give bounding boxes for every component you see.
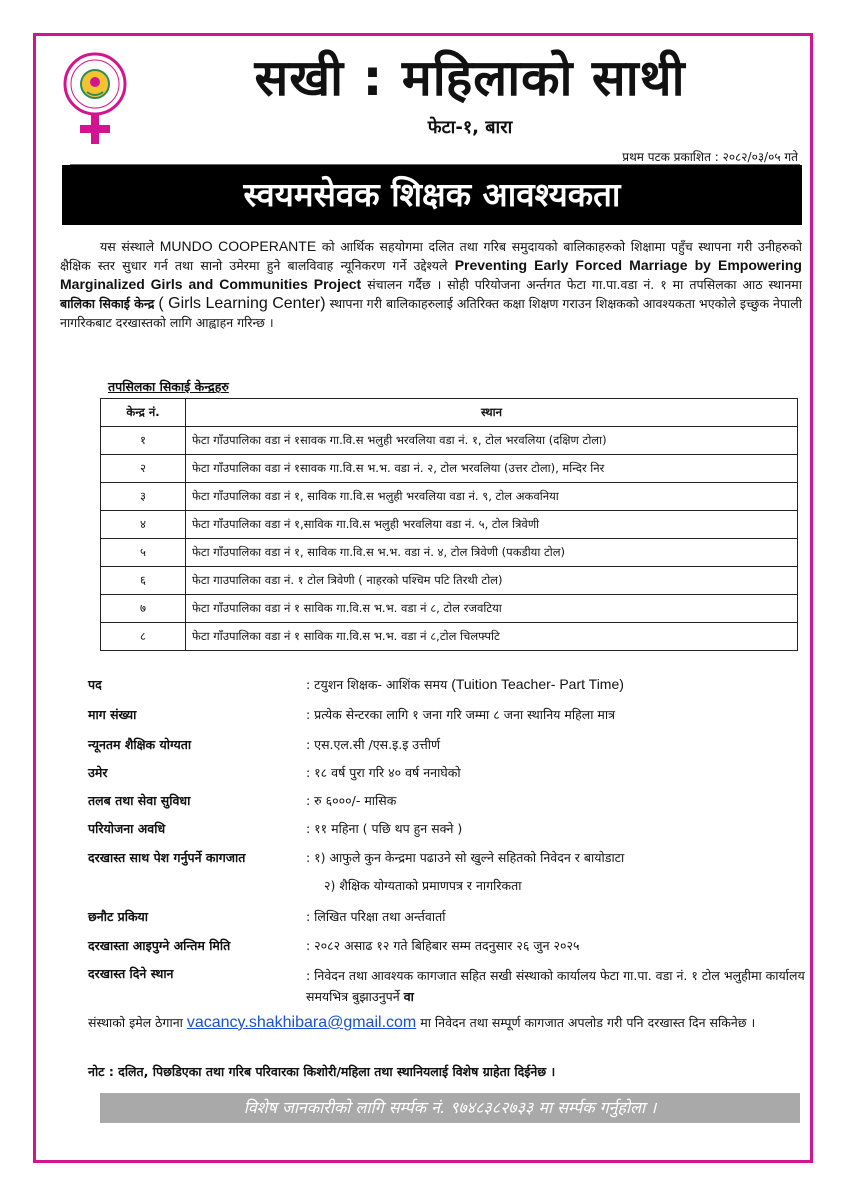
- table-row: [101, 427, 798, 455]
- documents-value-1: : १) आफुले कुन केन्द्रमा पढाउने सो खुल्ने सहितको निवेदन र बायोडाटा: [306, 850, 625, 865]
- org-address: फेटा-१, बारा: [427, 117, 513, 138]
- table-row: [101, 483, 798, 511]
- table-row: [101, 455, 798, 483]
- center-location: फेटा गाँउपालिका वडा नं १सावक गा.वि.स भलुही भरवलिया वडा नं. १, टोल भरवलिया (दक्षिण टोला): [186, 427, 798, 455]
- intro-text-3: संचालन गर्दैछ । सोही परियोजना अर्न्तगत फेटा गा.पा.वडा नं. १ मा तपसिलका आठ स्थानमा: [367, 277, 802, 292]
- duration-label: परियोजना अवधि: [88, 821, 166, 836]
- place-label: दरखास्त दिने स्थान: [88, 966, 174, 981]
- post-value-np: : टयुशन शिक्षक- आशिंक समय: [306, 677, 448, 692]
- age-value: : १८ वर्ष पुरा गरि ४० वर्ष ननाघेको: [306, 765, 461, 780]
- place-value-or: वा: [403, 989, 414, 1004]
- table-row: [101, 567, 798, 595]
- duration-value: : ११ महिना ( पछि थप हुन सक्ने ): [306, 821, 463, 836]
- intro-text-1: यस संस्थाले: [100, 239, 155, 254]
- centers-table: [100, 398, 798, 651]
- center-location: फेटा गाँउपालिका वडा नं १, साविक गा.वि.स भलुही भरवलिया वडा नं. ९, टोल अकवनिया: [186, 483, 798, 511]
- salary-value: : रु ६०००/- मासिक: [306, 793, 397, 808]
- center-location: फेटा गाँउपालिका वडा नं १ साविक गा.वि.स भ.भ. वडा नं ८, टोल रजवटिया: [186, 595, 798, 623]
- published-date: प्रथम पटक प्रकाशित : २०८२/०३/०५ गते: [622, 150, 798, 164]
- table-row: [101, 539, 798, 567]
- email-paragraph: [88, 1012, 803, 1034]
- post-value-en: (Tuition Teacher- Part Time): [451, 676, 624, 692]
- contact-bar: विशेष जानकारीको लागि सर्म्पक नं. ९७४८३८२७३३ मा सर्म्पक गर्नुहोला ।: [100, 1093, 800, 1123]
- post-value: [306, 676, 806, 693]
- center-location: फेटा गाँउपालिका वडा नं १सावक गा.वि.स भ.भ. वडा नं. २, टोल भरवलिया (उत्तर टोला), मन्दिर निर: [186, 455, 798, 483]
- selection-label: छनौट प्रकिया: [88, 909, 149, 924]
- center-name-en: ( Girls Learning Center): [158, 295, 326, 312]
- deadline-value: : २०८२ असाढ १२ गते बिहिबार सम्म तदनुसार २६ जुन २०२५: [306, 938, 580, 953]
- demand-value: : प्रत्येक सेन्टरका लागि १ जना गरि जम्मा ८ जना स्थानिय महिला मात्र: [306, 707, 616, 722]
- table-row: [101, 595, 798, 623]
- intro-paragraph: [60, 237, 802, 332]
- email-prefix: संस्थाको इमेल ठेगाना: [88, 1015, 183, 1030]
- intro-text-4: स्थापना गरी बालिकाहरुलाई अतिरिक्त कक्षा शिक्षण गराउन शिक्षकको आवश्यकता भएकोले इच्छुक नेपाली नागरिकबाट दरखास्तको लागि आह्वाहन गरिन्छ ।: [60, 296, 802, 330]
- salary-label: तलब तथा सेवा सुविधा: [88, 793, 191, 808]
- center-location: फेटा गाँउपालिका वडा नं १,साविक गा.वि.स भलुही भरवलिया वडा नं. ५, टोल त्रिवेणी: [186, 511, 798, 539]
- qualification-value: : एस.एल.सी /एस.इ.इ उत्तीर्ण: [306, 737, 441, 752]
- documents-value-2: २) शैक्षिक योग्यताको प्रमाणपत्र र नागरिकता: [324, 878, 522, 893]
- center-location: फेटा गाउपालिका वडा नं. १ टोल त्रिवेणी ( नाहरको पश्चिम पटि तिरथी टोल): [186, 567, 798, 595]
- partner-name: MUNDO COOPERANTE: [159, 238, 317, 254]
- deadline-label: दरखास्ता आइपुग्ने अन्तिम मिति: [88, 938, 231, 953]
- org-name: सखी : महिलाको साथी: [254, 49, 686, 107]
- place-value: [306, 965, 806, 1007]
- selection-value: : लिखित परिक्षा तथा अर्न्तवार्ता: [306, 909, 446, 924]
- center-number: ३: [101, 483, 186, 511]
- center-number: ८: [101, 623, 186, 651]
- center-number: २: [101, 455, 186, 483]
- column-header-location: स्थान: [186, 399, 798, 427]
- age-label: उमेर: [88, 765, 108, 780]
- center-number: ७: [101, 595, 186, 623]
- center-name-np: बालिका सिकाई केन्द्र: [60, 296, 155, 311]
- qualification-label: न्यूनतम शैक्षिक योग्यता: [88, 737, 192, 752]
- vacancy-banner: स्वयमसेवक शिक्षक आवश्यकता: [62, 165, 802, 225]
- center-location: फेटा गाँउपालिका वडा नं १, साविक गा.वि.स भ.भ. वडा नं. ४, टोल त्रिवेणी (पकडीया टोल): [186, 539, 798, 567]
- center-number: ४: [101, 511, 186, 539]
- intro-text-2: को आर्थिक सहयोगमा दलित तथा गरिब समुदायको बालिकाहरुको शिक्षामा पहुँच स्थापना गरी उनीहरुको क्षैक्षिक स्तर सुधार गर्न तथा सानो उमेरमा हुने बालविवाह न्यूनिकरण गर्ने उद्देश्यले: [60, 239, 803, 273]
- center-location: फेटा गाँउपालिका वडा नं १ साविक गा.वि.स भ.भ. वडा नं ८,टोल चिलफ्पटि: [186, 623, 798, 651]
- table-row: [101, 623, 798, 651]
- demand-label: माग संख्या: [88, 707, 137, 722]
- center-number: ५: [101, 539, 186, 567]
- center-number: ६: [101, 567, 186, 595]
- table-row: [101, 511, 798, 539]
- table-header-row: [101, 399, 798, 427]
- post-label: पद: [88, 677, 102, 692]
- organization-logo: [60, 52, 130, 157]
- preference-note: नोट : दलित, पिछडिएका तथा गरिब परिवारका किशोरी/महिला तथा स्थानियलाई विशेष ग्राहेता दिईनेछ ।: [88, 1064, 556, 1079]
- email-suffix: मा निवेदन तथा सम्पूर्ण कागजात अपलोड गरी पनि दरखास्त दिन सकिनेछ ।: [420, 1015, 756, 1030]
- documents-label: दरखास्त साथ पेश गर्नुपर्ने कागजात: [88, 850, 246, 865]
- column-header-center-no: केन्द्र नं.: [101, 399, 186, 427]
- place-value-text: : निवेदन तथा आवश्यक कागजात सहित सखी संस्थाको कार्यालय फेटा गा.पा. वडा नं. १ टोल भलुहीमा कार्यालय समयभित्र बुझाउनुपर्ने: [306, 968, 805, 1004]
- email-link[interactable]: vacancy.shakhibara@gmail.com: [186, 1014, 417, 1031]
- project-name: Preventing Early Forced Marriage by Empowering Marginalized Girls and Communities Project: [60, 257, 802, 292]
- center-number: १: [101, 427, 186, 455]
- centers-heading: तपसिलका सिकाई केन्द्रहरु: [108, 379, 229, 394]
